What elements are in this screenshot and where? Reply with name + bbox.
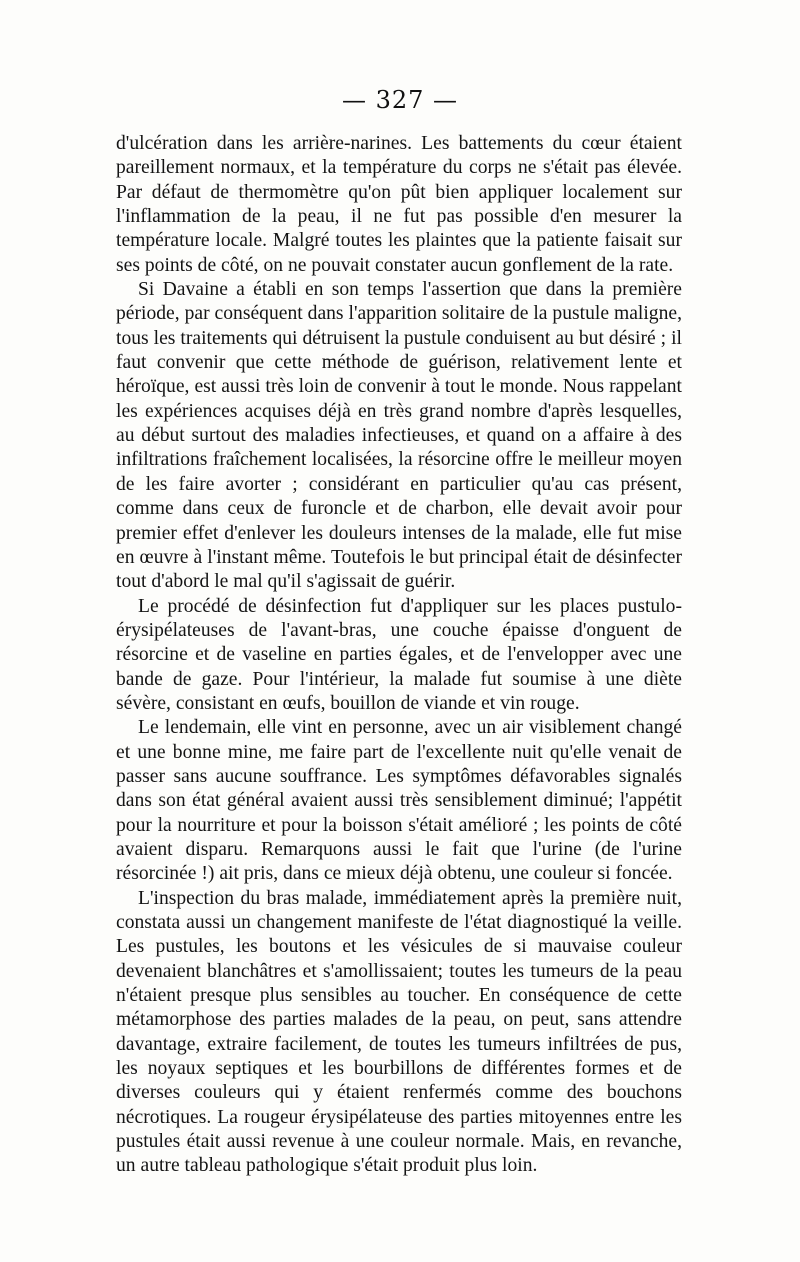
body-text (116, 132, 682, 1179)
paragraph-5: L'inspection du bras malade, immédiatement après la première nuit, constata aussi un changement manifeste de l'état diagnostiqué la veille. Les pustules, les boutons et les vésicules de si mauvaise couleur devenaient blanchâtres et s'amollissaient; toutes les tumeurs de la peau n'étaient presque plus sensibles au toucher. En conséquence de cette métamorphose des parties malades de la peau, on peut, sans attendre davantage, extraire facilement, de toutes les tumeurs infiltrées de pus, les noyaux septiques et les bourbillons de différentes formes et de diverses couleurs qui y étaient renfermés comme des bouchons nécrotiques. La rougeur érysipélateuse des parties mitoyennes entre les pustules était aussi revenue à une couleur normale. Mais, en revanche, un autre tableau pathologique s'était produit plus loin. (116, 887, 682, 1177)
paragraph-3: Le procédé de désinfection fut d'appliquer sur les places pustulo-érysipélateuses de l'avant-bras, une couche épaisse d'onguent de résorcine et de vaseline en parties égales, et de l'envelopper avec une bande de gaze. Pour l'intérieur, la malade fut soumise à une diète sévère, consistant en œufs, bouillon de viande et vin rouge. (116, 595, 682, 714)
paragraph-2: Si Davaine a établi en son temps l'assertion que dans la première période, par conséquent dans l'apparition solitaire de la pustule maligne, tous les traitements qui détruisent la pustule conduisent au but désiré ; il faut convenir que cette méthode de guérison, relativement lente et héroïque, est aussi très loin de convenir à tout le monde. Nous rappelant les expériences acquises déjà en très grand nombre d'après lesquelles, au début surtout des maladies infectieuses, et quand on a affaire à des infiltrations fraîchement localisées, la résorcine offre le meilleur moyen de les faire avorter ; considérant en particulier qu'au cas présent, comme dans ceux de furoncle et de charbon, elle devait avoir pour premier effet d'enlever les douleurs intenses de la malade, elle fut mise en œuvre à l'instant même. Toutefois le but principal était de désinfecter tout d'abord le mal qu'il s'agissait de guérir. (116, 279, 682, 593)
page-number: — 327 — (341, 86, 459, 114)
paragraph-1: d'ulcération dans les arrière-narines. Les battements du cœur étaient pareillement normaux, et la température du corps ne s'était pas élevée. Par défaut de thermomètre qu'on pût bien appliquer localement sur l'inflammation de la peau, il ne fut pas possible d'en mesurer la température locale. Malgré toutes les plaintes que la patiente faisait sur ses points de côté, on ne pouvait constater aucun gonflement de la rate. (116, 133, 682, 276)
paragraph-4: Le lendemain, elle vint en personne, avec un air visiblement changé et une bonne mine, me faire part de l'excellente nuit qu'elle venait de passer sans aucune souffrance. Les symptômes défavorables signalés dans son état général avaient aussi très sensiblement diminué; l'appétit pour la nourriture et pour la boisson s'était amélioré ; les points de côté avaient disparu. Remarquons aussi le fait que l'urine (de l'urine résorcinée !) ait pris, dans ce mieux déjà obtenu, une couleur si foncée. (116, 717, 682, 885)
